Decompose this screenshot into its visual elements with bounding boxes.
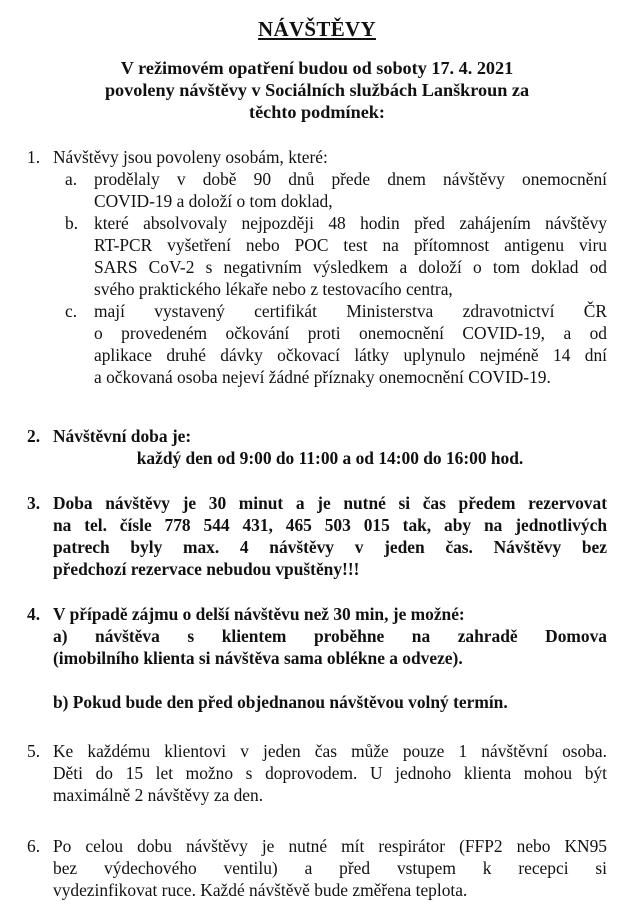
list-item-a (65, 168, 607, 212)
text-line: bez výdechového ventilu) a před vstupem k recepci si (53, 858, 607, 878)
text-line: maximálně 2 návštěvy za den. (53, 785, 264, 805)
section-5 (27, 740, 607, 806)
text-line: mají vystavený certifikát Ministerstva zdravotnictví ČR (94, 301, 607, 321)
text-line: a) návštěva s klientem proběhne na zahradě Domova (53, 626, 607, 646)
subtitle-line: V režimovém opatření budou od soboty 17. 4. 2021 (120, 58, 514, 78)
list-item-b (65, 212, 607, 300)
text-line: a očkovaná osoba nejeví žádné příznaky onemocnění COVID-19. (94, 367, 551, 387)
text-line: na tel. čísle 778 544 431, 465 503 015 tak, aby na jednotlivých (53, 515, 607, 535)
section-6 (27, 835, 607, 901)
text-line: RT-PCR vyšetření nebo POC test na přítomnost antigenu viru (94, 235, 607, 255)
subtitle-line: těchto podmínek: (249, 102, 385, 122)
list-letter: c. (65, 301, 78, 321)
text-line: aplikace druhé dávky očkovací látky uplynulo nejméně 14 dní (94, 345, 607, 365)
text-line: (imobilního klienta si návštěva sama oblékne a odveze). (53, 648, 463, 668)
text-line: b) Pokud bude den před objednanou návštěvou volný termín. (53, 692, 508, 712)
text-line: svého praktického lékaře nebo z testovacího centra, (94, 279, 453, 299)
subtitle-line: povoleny návštěvy v Sociálních službách Lanškroun za (104, 80, 530, 100)
text-line: vydezinfikovat ruce. Každé návštěvě bude změřena teplota. (53, 880, 468, 900)
list-item-c (65, 300, 607, 388)
section-number: 4. (27, 604, 41, 624)
section-number: 1. (27, 147, 41, 167)
text-line: SARS CoV-2 s negativním výsledkem a doloží o tom doklad od (94, 257, 607, 277)
text-line: Doba návštěvy je 30 minut a je nutné si čas předem rezervovat (53, 493, 607, 513)
text-line: Děti do 15 let možno s doprovodem. U jednoho klienta mohou být (53, 763, 607, 783)
subtitle (70, 57, 564, 123)
section-number: 2. (27, 426, 41, 446)
section-heading: Návštěvní doba je: (53, 426, 192, 446)
text-line: o provedeném očkování proti onemocnění COVID-19, a od (94, 323, 607, 343)
section-2 (27, 425, 607, 469)
text-line: předchozí rezervace nebudou vpuštěny!!! (53, 559, 360, 579)
list-letter: b. (65, 213, 79, 233)
list-letter: a. (65, 169, 78, 189)
visiting-hours: každý den od 9:00 do 11:00 a od 14:00 do 16:00 hod. (136, 448, 524, 468)
section-4 (27, 603, 607, 713)
section-3 (27, 492, 607, 580)
section-number: 6. (27, 836, 41, 856)
section-1 (27, 146, 607, 388)
section-number: 3. (27, 493, 41, 513)
section-intro: Návštěvy jsou povoleny osobám, které: (53, 147, 328, 167)
page-title: NÁVŠTĚVY (258, 17, 376, 41)
text-line: COVID-19 a doloží o tom doklad, (94, 191, 333, 211)
text-line: prodělaly v době 90 dnů přede dnem návštěvy onemocnění (94, 169, 607, 189)
text-line: Ke každému klientovi v jeden čas může pouze 1 návštěvní osoba. (53, 741, 607, 761)
text-line: které absolvovaly nejpozději 48 hodin před zahájením návštěvy (94, 213, 607, 233)
text-line: Po celou dobu návštěvy je nutné mít respirátor (FFP2 nebo KN95 (53, 836, 607, 856)
text-line: patrech byly max. 4 návštěvy v jeden čas. Návštěvy bez (53, 537, 607, 557)
section-number: 5. (27, 741, 41, 761)
section-intro: V případě zájmu o delší návštěvu než 30 min, je možné: (53, 604, 465, 624)
